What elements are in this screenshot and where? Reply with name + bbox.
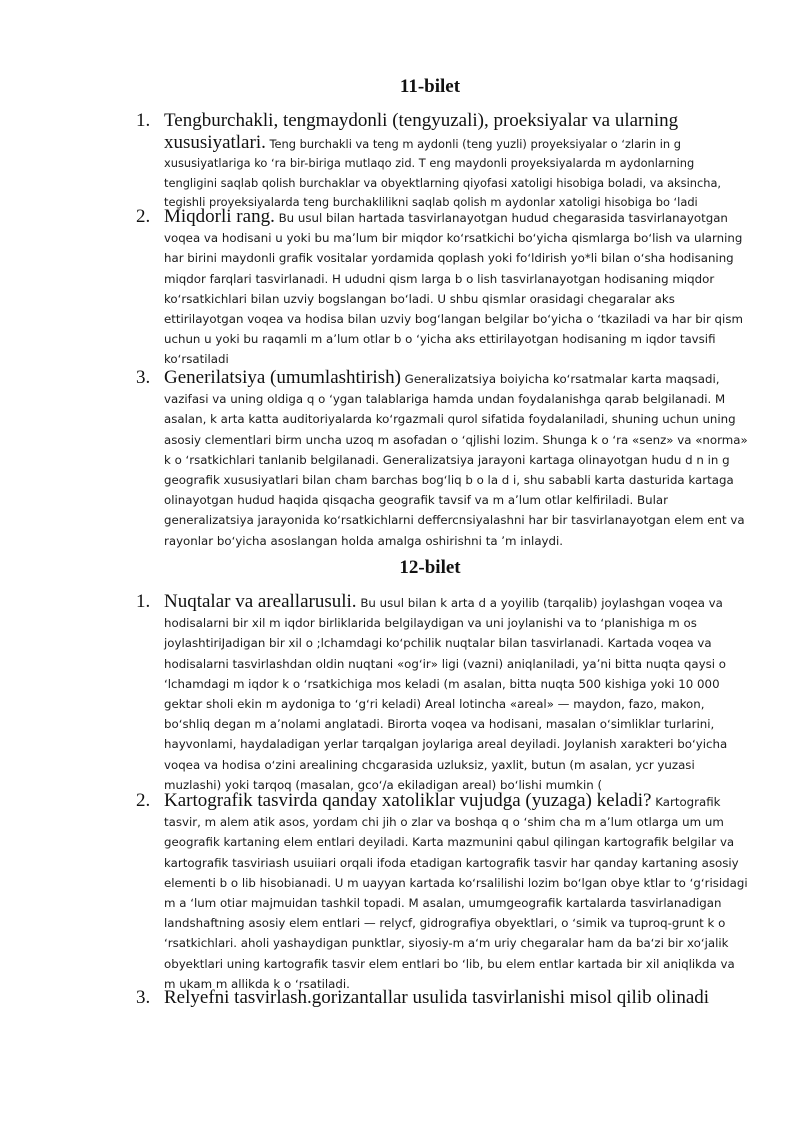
section-title-12: 12-bilet xyxy=(399,557,461,578)
question-number: 1. xyxy=(136,591,151,612)
question-11-1 xyxy=(138,110,748,212)
question-heading: Nuqtalar va areallarusuli. xyxy=(164,591,357,612)
question-number: 2. xyxy=(136,206,151,227)
question-body xyxy=(164,591,748,795)
question-body xyxy=(164,110,748,212)
question-12-3 xyxy=(138,987,748,1009)
question-number: 3. xyxy=(136,987,151,1008)
question-text: Teng burchakli va teng m aydonli (teng yuzli) proyeksiyalar o ʻzlarin in g xususiyatlariga ko ʻra bir-biriga mutlaqo zid. T eng maydonli proyeksiyalarda m aydonlarning tengligini saqlab qolish burchaklar va obyektlarning qiyofasi xatoligi hisobiga boladi, va aksincha, tegishli proyeksiyalarda teng burchaklilikni saqlab qolish m aydonlar xatoligi hisobiga bo ʻladi xyxy=(164,137,722,209)
question-number: 2. xyxy=(136,790,151,811)
question-number: 1. xyxy=(136,110,151,131)
question-body xyxy=(164,790,748,994)
question-heading: Generilatsiya (umumlashtirish) xyxy=(164,367,401,388)
question-text: Bu usul bilan hartada tasvirlanayotgan hudud chegarasida tasvirlanayotgan voqea va hodisani u yoki bu maʼlum bir miqdor koʻrsatkichi boʻyicha qismlarga boʻlish va ularning har birini maydonli grafik vositalar yordamida qoplash yoki foʻldirish yo*li bilan oʻsha hodisaning miqdor farqlari tasvirlanadi. H ududni qism larga b o lish tasvirlanayotgan hodisaning miqdor koʻrsatkichlari bilan uzviy bogslangan boʻladi. U shbu qismlar orasidagi chegaralar aks ettirilayotgan voqea va hodisa bilan uzviy bogʻlangan belgilar boʻyicha o ʻtkaziladi va har bir qism uchun u yoki bu raqamli m aʼlum otlar b o ʻyicha aks ettirilayotgan hodisaning m iqdor tavsifi koʻrsatiladi xyxy=(164,211,743,367)
question-body xyxy=(164,206,748,370)
question-text: Kartografik tasvir, m alem atik asos, yordam chi jih o zlar va boshqa q o ʻshim cha m aʼlum otlarga um um geografik kartaning elem entlari deyiladi. Karta mazmunini qabul qilingan kartografik belgilar va kartografik tasviriash usuiiari orqali ifoda etadigan kartografik tasvir har qanday kartaning asosiy elementi b o lib hisobianadi. U m uayyan kartada koʻrsalilishi lozim boʻlgan obye ktlar to ʻgʻrisidagi m a ʻlum otiar majmuidan tashkil topadi. M asalan, umumgeografik kartalarda tasvirlanadigan landshaftning asosiy elem entlari — relycf, gidrografiya obyektlari, o ʻsimik va tuproq-grunt k o ʻrsatkichlari. aholi yashaydigan punktlar, siyosiy-m aʻm uriy chegaralar ham da baʻzi bir xoʻjalik obyektlari uning kartografik tasvir elem entlari bo ʻlib, bu elem entlar kartada bir xil aniqlikda va m ukam m allikda k o ʻrsatiladi. xyxy=(164,795,748,991)
question-heading: Kartografik tasvirda qanday xatoliklar vujudga (yuzaga) keladi? xyxy=(164,790,652,811)
question-12-1 xyxy=(138,591,748,795)
question-12-2 xyxy=(138,790,748,994)
question-heading: Tengburchakli, tengmaydonli (tengyuzali), proeksiyalar va ularning xususiyatlari. xyxy=(164,110,679,154)
question-text: Generalizatsiya boiyicha koʻrsatmalar karta maqsadi, vazifasi va uning oldiga q o ʻygan talablariga hamda undan foydalanishga qarab belgilanadi. M asalan, k arta katta auditoriyalarda koʻrgazmali qurol sifatida foydalaniladi, shuning uchun uning asosiy clementlari birm uncha uzoq m asofadan o ʻqjlishi lozim. Shunga k o ʻra «senz» va «norma» k o ʻrsatkichlari tanlanib belgilanadi. Generalizatsiya jarayoni kartaga olinayotgan hudu d n in g geografik xususiyatlari bilan cham barchas bogʻliq b o la d i, shu sababli karta dasturida kartaga olinayotgan hudud haqida qisqacha geografik tavsif va m aʼlum otlar kelfiriladi. Bular generalizatsiya jarayonida koʻrsatkichlarni deffercnsiyalashni har bir tasvirlanayotgan elem ent va rayonlar boʻyicha asoslangan holda amalga oshirishni ta ʼm inlaydi. xyxy=(164,372,748,548)
question-body xyxy=(164,367,748,551)
question-number: 3. xyxy=(136,367,151,388)
question-11-3 xyxy=(138,367,748,551)
question-text: Bu usul bilan k arta d a yoyilib (tarqalib) joylashgan voqea va hodisalarni bir xil m iqdor birliklarida belgilaydigan va uni joylanishi va to ʻplanishiga m os joylashtiriJadigan bir xil o ;lchamdagi koʻpchilik nuqtalar bilan tasvirlanadi. Kartada voqea va hodisalarni tasvirlashdan oldin nuqtani «ogʻir» ligi (vazni) aniqlaniladi, yaʼni bitta nuqta qaysi o ʻlchamdagi m iqdor k o ʻrsatkichiga mos keladi (m asalan, bitta nuqta 500 kishiga yoki 10 000 gektar sholi ekin m aydoniga to ʻgʻri keladi) Areal lotincha «areal» — maydon, fazo, makon, boʻshliq degan m aʼnolami anglatadi. Birorta voqea va hodisani, masalan oʻsimliklar turlarini, hayvonlami, haydaladigan yerlar tarqalgan joylariga areal deyiladi. Joylanish xarakteri boʻyicha voqea va hodisa oʻzini arealining chcgarasida uzluksiz, yaxlit, butun (m asalan, ycr yuzasi muzlashi) yoki tarqoq (masalan, gcoʻ/a ekiladigan areal) boʻlishi mumkin ( xyxy=(164,596,728,792)
question-heading: Relyefni tasvirlash.gorizantallar usulida tasvirlanishi misol qilib olinadi xyxy=(164,987,710,1008)
question-body xyxy=(164,987,748,1009)
question-heading: Miqdorli rang. xyxy=(164,206,275,227)
section-title-11: 11-bilet xyxy=(399,76,461,97)
question-11-2 xyxy=(138,206,748,370)
